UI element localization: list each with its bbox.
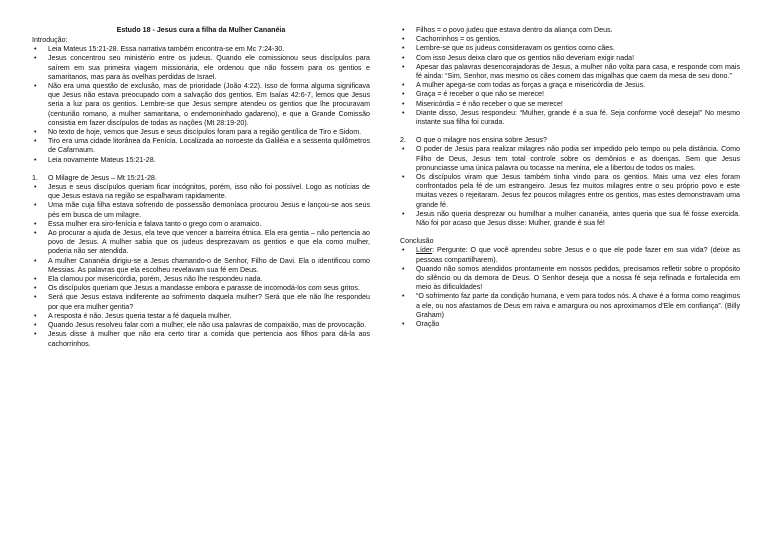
intro-list — [32, 45, 370, 165]
list-item: • Ao procurar a ajuda de Jesus, ela teve que vencer a barreira étnica. Ela era gentia – não pertencia ao povo de Jesus. A mulher sabia que os judeus desprezavam os gentios e que ela como mulher, poderia não ser atendida. — [32, 229, 370, 257]
list-item: • A resposta é não. Jesus queria testar a fé daquela mulher. — [32, 312, 370, 321]
leader-text: : Pergunte: O que você aprendeu sobre Jesus e o que ele pode fazer em sua vida? (deixe as pessoas compartilharem). — [416, 246, 740, 264]
list-item: • A mulher Cananéia dirigiu-se a Jesus chamando-o de Senhor, Filho de Davi. Ela o identificou como Messias. As palavras que ela escolheu revelavam sua fé em Deus. — [32, 257, 370, 275]
section-title: O que o milagre nos ensina sobre Jesus? — [416, 136, 547, 145]
left-column — [32, 26, 370, 349]
list-item: • No texto de hoje, vemos que Jesus e seus discípulos foram para a região gentílica de Tiro e Sidom. — [32, 128, 370, 137]
list-item: • Apesar das palavras desencorajadoras de Jesus, a mulher não volta para casa, e responde com mais fé ainda: “Sim, Senhor, mas mesmo os cães comem das migalhas que caem da mesa de seu dono.” — [400, 63, 740, 81]
list-item: • A mulher apega-se com todas as forças a graça e misericórdia de Jesus. — [400, 81, 740, 90]
list-item: • Ela clamou por misericórdia, porém, Jesus não lhe respondeu nada. — [32, 275, 370, 284]
section-number: 1. — [32, 173, 38, 182]
section-1-list — [32, 183, 370, 349]
list-item: • Oração — [400, 320, 740, 329]
conclusion-list — [400, 246, 740, 329]
right-column — [400, 26, 740, 329]
section-title: O Milagre de Jesus – Mt 15:21-28. — [48, 173, 157, 182]
list-item: • Graça = é receber o que não se merece! — [400, 90, 740, 99]
document-title: Estudo 18 - Jesus cura a filha da Mulher Cananéia — [116, 26, 286, 34]
list-item: • Não era uma questão de exclusão, mas de prioridade (João 4:22). Isso de forma alguma significava que Jesus não estava preocupado com a salvação dos gentios. Em Isaías 42:6-7, lemos que Jesus seria a luz para os gentios. Lembre-se que Jesus sempre atendeu os gentios que lhe procuravam (centurião romano, a mulher samaritana, o endemoninhado gadareno), e que a Grande Comissão consistia em fazer discípulos de todas as nações (Mt 28:19-20). — [32, 82, 370, 128]
list-item: • Jesus disse à mulher que não era certo tirar a comida que pertencia aos filhos para dá-la aos cachorrinhos. — [32, 330, 370, 348]
list-item: • Essa mulher era siro-fenícia e falava tanto o grego com o aramaico. — [32, 220, 370, 229]
list-item: • Quando não somos atendidos prontamente em nossos pedidos, precisamos refletir sobre o propósito do silêncio ou da demora de Deus. O Senhor deseja que a nossa fé seja refinada e fortalecida em meio às dificuldades! — [400, 265, 740, 293]
section-2-list — [400, 145, 740, 228]
leader-item — [400, 246, 740, 264]
list-item: • Filhos = o povo judeu que estava dentro da aliança com Deus. — [400, 26, 740, 35]
list-item: • Uma mãe cuja filha estava sofrendo de possessão demoníaca procurou Jesus e lançou-se aos seus pés em busca de um milagre. — [32, 201, 370, 219]
intro-heading: Introdução: — [32, 36, 68, 44]
list-item: • Com isso Jesus deixa claro que os gentios não deveriam exigir nada! — [400, 54, 740, 63]
list-item: • O poder de Jesus para realizar milagres não podia ser impedido pelo tempo ou pela distância. Como Filho de Deus, Jesus tem total controle sobre os demônios e as doenças. Sem que Jesus pronunciasse uma única palavra ou tocasse na menina, ele a libertou de todos os males. — [400, 145, 740, 173]
section-1-heading — [32, 174, 370, 183]
list-item: • Quando Jesus resolveu falar com a mulher, ele não usa palavras de compaixão, mas de provocação. — [32, 321, 370, 330]
conclusion-heading: Conclusão — [400, 237, 434, 246]
list-item: • Leia Mateus 15:21-28. Essa narrativa também encontra-se em Mc 7:24-30. — [32, 45, 370, 54]
section-2-heading — [400, 136, 740, 145]
list-item: • Jesus não queria desprezar ou humilhar a mulher cananéia, antes queria que sua fé fosse exercida. Não foi por acaso que Jesus disse: Mulher, grande é sua fé! — [400, 210, 740, 228]
leader-label: Líder — [416, 246, 433, 255]
list-item: • Cachorrinhos = os gentios. — [400, 35, 740, 44]
list-item: • Será que Jesus estava indiferente ao sofrimento daquela mulher? Será que ele não lhe respondeu por que era mulher gentia? — [32, 293, 370, 311]
list-item: • Os discípulos queriam que Jesus a mandasse embora e parasse de incomodá-los com seus gritos. — [32, 284, 370, 293]
definitions-list — [400, 26, 740, 127]
list-item: • Misericórdia = é não receber o que se merece! — [400, 100, 740, 109]
list-item: • “O sofrimento faz parte da condição humana, e vem para todos nós. A chave é a forma como reagimos a ele, ou nos afastamos de Deus em raiva e amargura ou nos aproximamos d'Ele em confiança”. (Billy Graham) — [400, 292, 740, 320]
list-item: • Tiro era uma cidade litorânea da Fenícia. Localizada ao noroeste da Galiléia e a sessenta quilômetros de Cafarnaum. — [32, 137, 370, 155]
list-item: • Jesus e seus discípulos queriam ficar incógnitos, porém, isso não foi possível. Logo as notícias de que Jesus estava na região se espalharam rapidamente. — [32, 183, 370, 201]
list-item: • Os discípulos viram que Jesus também tinha vindo para os gentios. Mais uma vez eles foram confrontados pela fé de um estrangeiro. Jesus fez muitos milagres entre o seu próprio povo e este muitas vezes o rejeitaram. Jesus fez poucos milagres entre os gentios, mas estes demonstravam uma grande fé. — [400, 173, 740, 210]
list-item: • Lembre-se que os judeus consideravam os gentios como cães. — [400, 44, 740, 53]
section-number: 2. — [400, 136, 406, 145]
list-item: • Leia novamente Mateus 15:21-28. — [32, 156, 370, 165]
list-item: • Diante disso, Jesus respondeu: “Mulher, grande é a sua fé. Seja conforme você deseja!” No mesmo instante sua filha foi curada. — [400, 109, 740, 127]
list-item: • Jesus concentrou seu ministério entre os judeus. Quando ele comissionou seus discípulos para saírem em sua primeira viagem missionária, ele ordenou que não fossem para os gentios e samaritanos, mas para às ovelhas perdidas de Israel. — [32, 54, 370, 82]
